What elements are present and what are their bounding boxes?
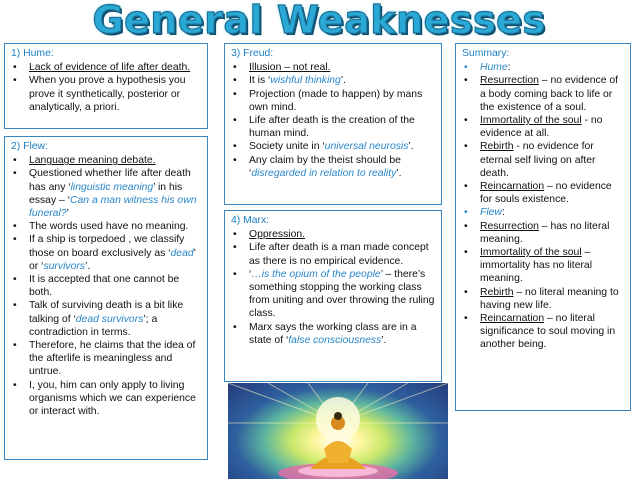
flew-item: • I, you, him can only apply to living organisms which we can experience or interact with. [11, 379, 203, 419]
hume-item: • Lack of evidence of life after death. [11, 61, 203, 74]
summary-item: • Immortality of the soul - no evidence at all. [462, 114, 626, 140]
flew-item: • Questioned whether life after death has any ‘linguistic meaning’ in his essay – ‘Can a man witness his own funeral?’ [11, 167, 203, 220]
flew-item: • The words used have no meaning. [11, 220, 203, 233]
freud-item: • Illusion – not real. [231, 61, 437, 74]
flew-box [4, 136, 208, 460]
marx-item: • ‘…is the opium of the people’ – there’s something stopping the working class from uniting and over throwing the ruling class. [231, 268, 437, 321]
summary-hume-label: • Hume: [462, 61, 626, 74]
meditating-buddha-image [228, 383, 448, 479]
summary-item: • Resurrection – no evidence of a body coming back to life or the existence of a soul. [462, 74, 626, 114]
summary-item: • Immortality of the soul – immortality has no literal meaning. [462, 246, 626, 286]
page-title: General Weaknesses [92, 0, 546, 42]
summary-heading: Summary: [462, 48, 510, 59]
summary-item: • Rebirth – no literal meaning to having new life. [462, 286, 626, 312]
summary-box [455, 43, 631, 411]
marx-item: • Life after death is a man made concept as there is no empirical evidence. [231, 241, 437, 267]
hume-item: • When you prove a hypothesis you prove it synthetically, posterior or analytically, a priori. [11, 74, 203, 114]
freud-item: • Society unite in ‘universal neurosis’. [231, 140, 437, 153]
freud-item: • It is ‘wishful thinking’. [231, 74, 437, 87]
marx-item: • Marx says the working class are in a state of ‘false consciousness’. [231, 321, 437, 347]
freud-item: • Any claim by the theist should be ‘disregarded in relation to reality’. [231, 154, 437, 180]
flew-item: • If a ship is torpedoed , we classify those on board exclusively as ‘dead’ or ‘survivors’. [11, 233, 203, 273]
marx-box [224, 210, 442, 382]
marx-item: • Oppression. [231, 228, 437, 241]
flew-heading: 2) Flew: [11, 141, 48, 152]
flew-item: • Therefore, he claims that the idea of the afterlife is meaningless and untrue. [11, 339, 203, 379]
buddha-figure-icon [228, 383, 448, 479]
summary-item: • Resurrection – has no literal meaning. [462, 220, 626, 246]
freud-box [224, 43, 442, 205]
summary-item: • Rebirth - no evidence for eternal self living on after death. [462, 140, 626, 180]
flew-item: • It is accepted that one cannot be both. [11, 273, 203, 299]
freud-item: • Life after death is the creation of the human mind. [231, 114, 437, 140]
freud-heading: 3) Freud: [231, 48, 274, 59]
flew-item: • Language meaning debate. [11, 154, 203, 167]
freud-item: • Projection (made to happen) by mans own mind. [231, 88, 437, 114]
summary-item: • Reincarnation – no evidence for souls existence. [462, 180, 626, 206]
hume-heading: 1) Hume: [11, 48, 54, 59]
marx-heading: 4) Marx: [231, 215, 270, 226]
summary-item: • Reincarnation – no literal significance to soul moving in another being. [462, 312, 626, 352]
hume-box [4, 43, 208, 129]
summary-flew-label: • Flew: [462, 206, 626, 219]
flew-item: • Talk of surviving death is a bit like talking of ‘dead survivors’; a contradiction in terms. [11, 299, 203, 339]
